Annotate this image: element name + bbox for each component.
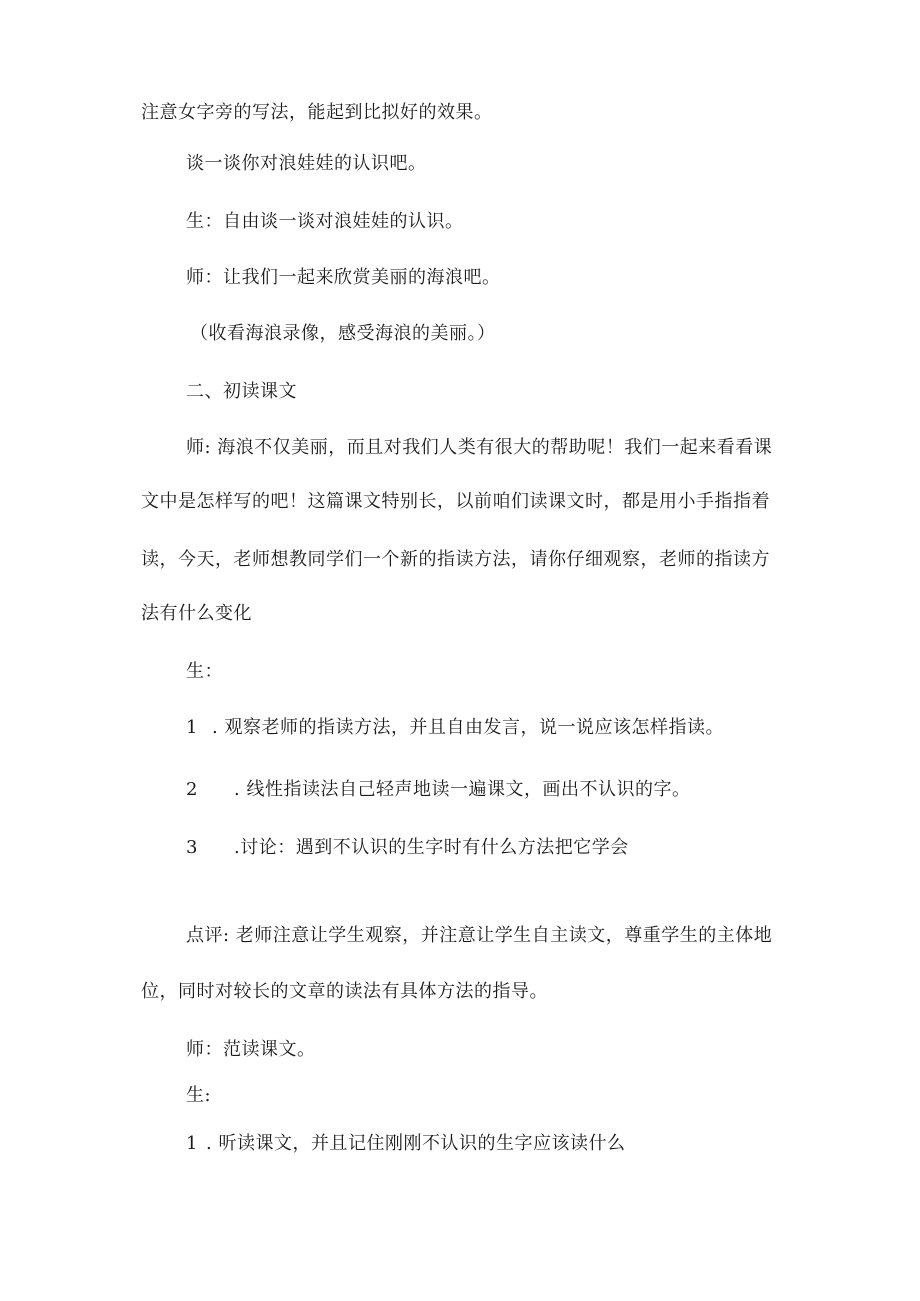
list-text: . 听读课文，并且记住刚刚不认识的生字应该读什么 [206, 1133, 626, 1154]
list-item [186, 716, 724, 740]
list-number: 1 [186, 717, 198, 738]
list-item [186, 836, 629, 860]
paragraph-line: 生： [186, 661, 223, 682]
list-item [186, 1132, 625, 1156]
list-number: 2 [186, 779, 198, 800]
section-heading: 二、初读课文 [186, 381, 297, 402]
paragraph-line: 生: [186, 1085, 212, 1106]
paragraph-line: 师：范读课文。 [186, 1039, 316, 1060]
paragraph-line: 读，今天，老师想教同学们一个新的指读方法，请你仔细观察，老师的指读方 [141, 549, 770, 570]
list-item [186, 778, 690, 802]
list-text: . 线性指读法自己轻声地读一遍课文，画出不认识的字。 [234, 779, 691, 800]
paragraph-line: 位，同时对较长的文章的读法有具体方法的指导。 [141, 981, 548, 1002]
paragraph-line: 生：自由谈一谈对浪娃娃的认识。 [186, 211, 464, 232]
list-text: .讨论：遇到不认识的生字时有什么方法把它学会 [234, 837, 629, 858]
paragraph-line: 师：让我们一起来欣赏美丽的海浪吧。 [186, 267, 501, 288]
list-text: . 观察老师的指读方法，并且自由发言，说一说应该怎样指读。 [212, 717, 724, 738]
paragraph-line: 文中是怎样写的吧！这篇课文特别长，以前咱们读课文时，都是用小手指指着 [141, 491, 770, 512]
paragraph-line: 注意女字旁的写法，能起到比拟好的效果。 [141, 102, 493, 123]
paragraph-line: （收看海浪录像，感受海浪的美丽。） [190, 323, 496, 344]
paragraph-line: 法有什么变化 [141, 603, 252, 624]
paragraph-line: 点评: 老师注意让学生观察，并注意让学生自主读文，尊重学生的主体地 [186, 925, 773, 946]
list-number: 3 [186, 837, 198, 858]
list-number: 1 [186, 1133, 198, 1154]
paragraph-line: 谈一谈你对浪娃娃的认识吧。 [186, 153, 427, 174]
paragraph-line: 师: 海浪不仅美丽，而且对我们人类有很大的帮助呢！我们一起来看看课 [186, 437, 773, 458]
